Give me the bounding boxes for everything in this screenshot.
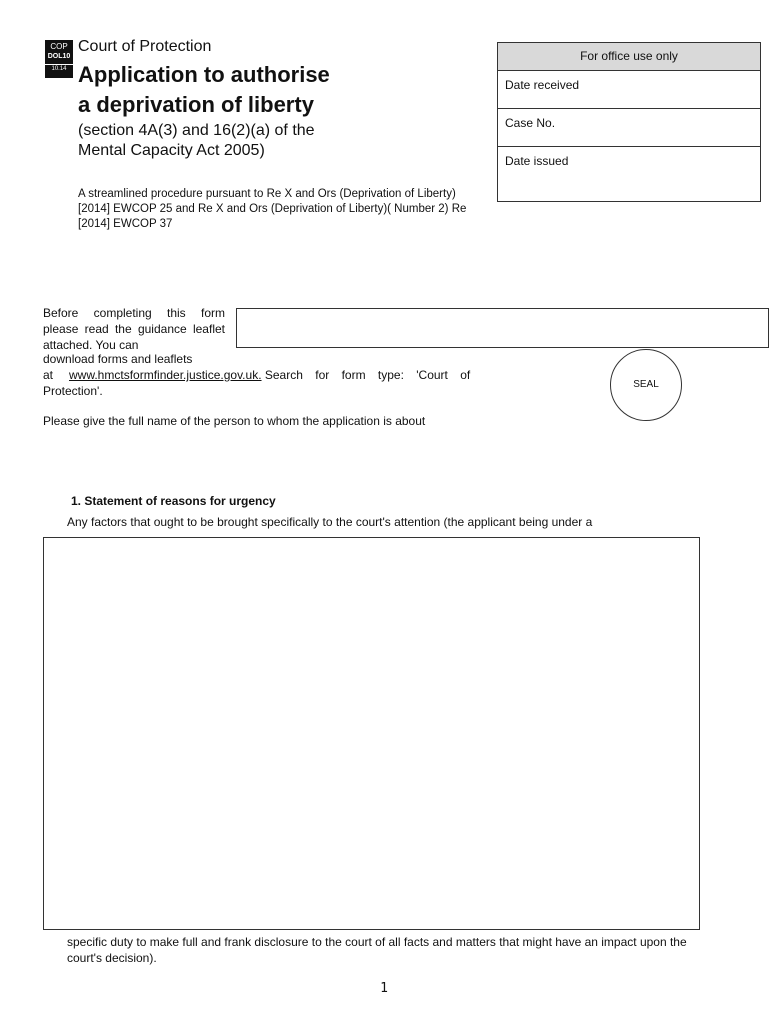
court-seal: SEAL — [610, 349, 682, 421]
badge-line-dol10: DOL10 — [47, 53, 71, 60]
form-subtitle-line-2: Mental Capacity Act 2005) — [78, 142, 265, 159]
section-1-title: 1. Statement of reasons for urgency — [71, 494, 276, 508]
person-full-name-input[interactable] — [236, 308, 769, 348]
form-title — [78, 60, 378, 120]
form-subtitle-line-1: (section 4A(3) and 16(2)(a) of the — [78, 122, 315, 139]
page-number: 1 — [380, 981, 388, 996]
badge-line-cop: COP — [50, 42, 68, 51]
case-no-label: Case No. — [505, 116, 556, 130]
form-subtitle — [78, 121, 378, 161]
form-code-badge — [45, 40, 73, 78]
at-word: at — [43, 368, 54, 382]
office-use-heading: For office use only — [498, 43, 760, 71]
full-name-prompt: Please give the full name of the person to whom the application is about — [43, 414, 426, 428]
download-note: download forms and leaflets — [43, 352, 193, 366]
date-received-label: Date received — [505, 78, 580, 92]
form-finder-line — [43, 367, 529, 399]
section-1-instructions-continued: specific duty to make full and frank disclosure to the court of all facts and matters that might have an impact upon the court's decision). — [67, 935, 687, 965]
case-no-field[interactable] — [498, 109, 760, 147]
form-finder-link[interactable]: www.hmctsformfinder.justice.gov.uk. — [69, 368, 262, 382]
form-title-line-2: a deprivation of liberty — [78, 92, 314, 117]
date-issued-label: Date issued — [505, 154, 569, 168]
section-1-instructions: Any factors that ought to be brought specifically to the court's attention (the applicant being under a — [67, 515, 593, 529]
urgency-reasons-textarea[interactable] — [43, 537, 700, 930]
search-instruction: Search for form type: 'Court of Protection'. — [43, 368, 471, 398]
date-received-field[interactable] — [498, 71, 760, 109]
office-use-box — [497, 42, 761, 202]
badge-line-version: 10.14 — [45, 64, 73, 74]
date-issued-field[interactable] — [498, 147, 760, 202]
guidance-note: Before completing this form please read the guidance leaflet attached. You can — [43, 306, 225, 352]
court-name: Court of Protection — [78, 38, 212, 55]
procedure-note: A streamlined procedure pursuant to Re X and Ors (Deprivation of Liberty) [2014] EWCOP 25 and Re X and Ors (Deprivation of Liberty)( Number 2) Re [2014] EWCOP 37 — [78, 188, 467, 230]
form-title-line-1: Application to authorise — [78, 62, 330, 87]
